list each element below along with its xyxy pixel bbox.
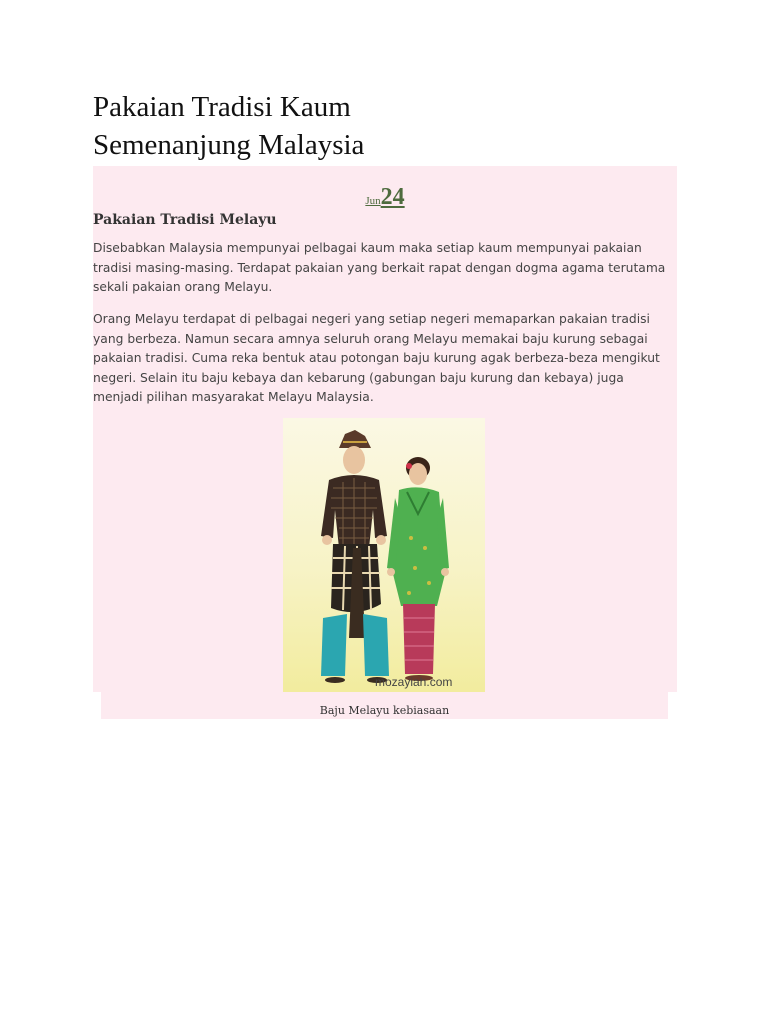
title-line-1: Pakaian Tradisi Kaum	[93, 91, 351, 123]
date-day[interactable]: 24	[380, 184, 405, 210]
post-paragraph-2: Orang Melayu terdapat di pelbagai negeri yang setiap negeri memaparkan pakaian tradisi yang berbeza. Namun secara amnya seluruh orang Melayu memakai baju kurung sebagai pakaian tradisi. Cuma reka bentuk atau potongan baju kurung agak berbeza-beza mengikut negeri. Selain itu baju kebaya dan kebarung (gabungan baju kurung dan kebaya) juga menjadi pilihan masyarakat Melayu Malaysia.	[93, 312, 660, 404]
post-date[interactable]	[93, 184, 677, 211]
post-heading: Pakaian Tradisi Melayu	[93, 212, 277, 228]
man-figure	[321, 430, 389, 683]
post-panel	[93, 166, 677, 692]
photo-watermark: mozayiah.com	[375, 675, 453, 689]
traditional-costume-photo	[283, 418, 485, 692]
caption-box	[101, 692, 668, 719]
date-month[interactable]: Jun	[365, 195, 381, 207]
woman-figure	[387, 457, 449, 681]
title-line-2: Semenanjung Malaysia	[93, 129, 365, 161]
page-title	[93, 88, 453, 164]
image-caption: Baju Melayu kebiasaan	[319, 704, 450, 717]
post-paragraph-1: Disebabkan Malaysia mempunyai pelbagai kaum maka setiap kaum mempunyai pakaian tradisi masing-masing. Terdapat pakaian yang berkait rapat dengan dogma agama terutama sekali pakaian orang Melayu.	[93, 241, 666, 294]
